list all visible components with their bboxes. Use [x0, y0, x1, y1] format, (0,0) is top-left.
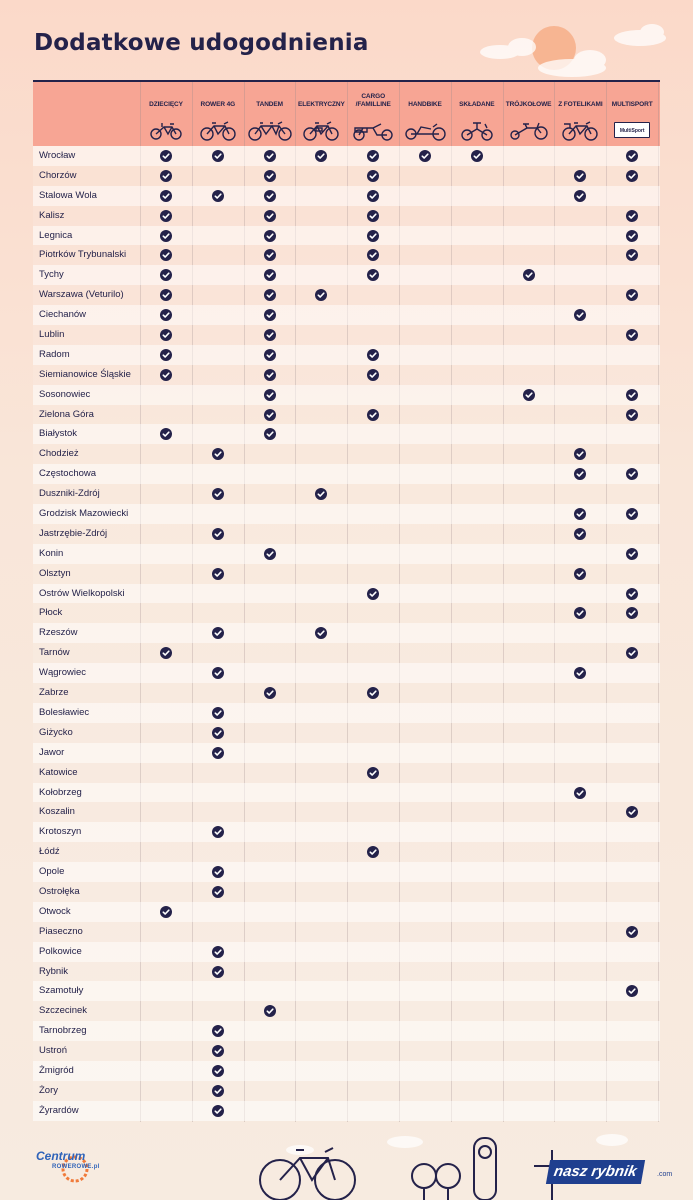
city-name: Rzeszów: [39, 627, 78, 639]
city-name: Katowice: [39, 766, 78, 778]
check-mark-icon: [367, 190, 379, 202]
check-mark-icon: [264, 687, 276, 699]
city-name: Polkowice: [39, 945, 82, 957]
city-name: Siemianowice Śląskie: [39, 368, 131, 380]
city-name: Łódź: [39, 846, 60, 858]
check-mark-icon: [264, 548, 276, 560]
kids-bike-icon: [144, 118, 188, 142]
table-row: [33, 245, 660, 265]
check-mark-icon: [264, 249, 276, 261]
table-row: [33, 783, 660, 803]
city-name: Zabrze: [39, 687, 69, 699]
check-mark-icon: [626, 985, 638, 997]
check-mark-icon: [212, 667, 224, 679]
check-mark-icon: [367, 349, 379, 361]
check-mark-icon: [626, 468, 638, 480]
city-name: Częstochowa: [39, 468, 97, 480]
check-mark-icon: [315, 627, 327, 639]
city-name: Jastrzębie-Zdrój: [39, 527, 108, 539]
check-mark-icon: [626, 289, 638, 301]
check-mark-icon: [367, 687, 379, 699]
city-name: Bolesławiec: [39, 706, 90, 718]
check-mark-icon: [367, 369, 379, 381]
table-row: [33, 942, 660, 962]
column-header-label: CARGO /FAMILLINE: [355, 93, 391, 108]
table-row: [33, 902, 660, 922]
check-mark-icon: [419, 150, 431, 162]
table-row: [33, 146, 660, 166]
check-mark-icon: [264, 230, 276, 242]
table-row: [33, 365, 660, 385]
check-mark-icon: [160, 249, 172, 261]
column-header-label: TANDEM: [256, 101, 283, 108]
check-mark-icon: [626, 409, 638, 421]
city-name: Chodzież: [39, 448, 79, 460]
city-name: Kołobrzeg: [39, 786, 82, 798]
column-header: [347, 82, 399, 146]
table-row: [33, 623, 660, 643]
city-name: Olsztyn: [39, 567, 71, 579]
table-row: [33, 385, 660, 405]
city-name: Tychy: [39, 269, 64, 281]
folding-bike-icon: [455, 118, 499, 142]
city-name: Ustroń: [39, 1045, 67, 1057]
check-mark-icon: [626, 230, 638, 242]
check-mark-icon: [626, 508, 638, 520]
check-mark-icon: [626, 249, 638, 261]
check-mark-icon: [574, 667, 586, 679]
nasz-rybnik-domain: .com: [657, 1171, 673, 1178]
city-name: Piaseczno: [39, 925, 83, 937]
column-header-label: TRÓJKOŁOWE: [505, 101, 552, 108]
check-mark-icon: [212, 488, 224, 500]
check-mark-icon: [212, 866, 224, 878]
check-mark-icon: [264, 210, 276, 222]
check-mark-icon: [574, 508, 586, 520]
table-row: [33, 842, 660, 862]
table-row: [33, 1061, 660, 1081]
check-mark-icon: [212, 966, 224, 978]
check-mark-icon: [212, 747, 224, 759]
check-mark-icon: [264, 1005, 276, 1017]
check-mark-icon: [626, 926, 638, 938]
table-row: [33, 1021, 660, 1041]
table-row: [33, 484, 660, 504]
table-row: [33, 663, 660, 683]
city-name: Szamotuły: [39, 985, 84, 997]
check-mark-icon: [574, 468, 586, 480]
check-mark-icon: [160, 170, 172, 182]
column-header-label: SKŁADANE: [459, 101, 495, 108]
column-header-label: DZIECIĘCY: [149, 101, 183, 108]
city-name: Żyrardów: [39, 1104, 79, 1116]
city-name: Opole: [39, 866, 65, 878]
check-mark-icon: [160, 428, 172, 440]
column-header: [192, 82, 244, 146]
city-name: Giżycko: [39, 726, 73, 738]
table-row: [33, 464, 660, 484]
city-name: Sosonowiec: [39, 388, 91, 400]
check-mark-icon: [367, 409, 379, 421]
table-row: [33, 802, 660, 822]
table-row: [33, 444, 660, 464]
city-name: Ciechanów: [39, 309, 86, 321]
column-header-label: MULTISPORT: [611, 101, 653, 108]
table-row: [33, 683, 660, 703]
page-title: Dodatkowe udogodnienia: [34, 30, 369, 56]
city-name: Ostrołęka: [39, 885, 80, 897]
check-mark-icon: [626, 150, 638, 162]
check-mark-icon: [626, 607, 638, 619]
child-seat-bike-icon: [558, 118, 602, 142]
city-name: Duszniki-Zdrój: [39, 488, 100, 500]
check-mark-icon: [160, 349, 172, 361]
cargo-bike-icon: [351, 118, 395, 142]
check-mark-icon: [367, 846, 379, 858]
check-mark-icon: [523, 269, 535, 281]
check-mark-icon: [264, 349, 276, 361]
check-mark-icon: [367, 269, 379, 281]
check-mark-icon: [264, 289, 276, 301]
check-mark-icon: [626, 389, 638, 401]
check-mark-icon: [574, 528, 586, 540]
check-mark-icon: [367, 150, 379, 162]
table-row: [33, 743, 660, 763]
table-row: [33, 186, 660, 206]
city-name: Warszawa (Veturilo): [39, 289, 124, 301]
check-mark-icon: [574, 170, 586, 182]
city-name: Białystok: [39, 428, 78, 440]
table-row: [33, 882, 660, 902]
tricycle-icon: [507, 118, 551, 142]
table-row: [33, 564, 660, 584]
check-mark-icon: [212, 528, 224, 540]
check-mark-icon: [264, 190, 276, 202]
table-row: [33, 603, 660, 623]
check-mark-icon: [367, 767, 379, 779]
check-mark-icon: [212, 1065, 224, 1077]
city-name: Chorzów: [39, 169, 77, 181]
electric-bike-icon: [299, 118, 343, 142]
check-mark-icon: [160, 647, 172, 659]
check-mark-icon: [626, 329, 638, 341]
check-mark-icon: [212, 1085, 224, 1097]
column-header: [503, 82, 555, 146]
check-mark-icon: [264, 409, 276, 421]
check-mark-icon: [367, 249, 379, 261]
table-row: [33, 962, 660, 982]
check-mark-icon: [523, 389, 535, 401]
column-header: [554, 82, 606, 146]
city-name: Radom: [39, 348, 70, 360]
check-mark-icon: [574, 190, 586, 202]
rowerowe-logo-text: ROWEROWE.pl: [52, 1164, 100, 1170]
check-mark-icon: [160, 309, 172, 321]
table-row: [33, 1041, 660, 1061]
city-name: Lublin: [39, 329, 65, 341]
table-row: [33, 981, 660, 1001]
check-mark-icon: [212, 448, 224, 460]
check-mark-icon: [160, 269, 172, 281]
city-name: Tarnów: [39, 647, 70, 659]
check-mark-icon: [212, 946, 224, 958]
table-row: [33, 703, 660, 723]
column-header: [244, 82, 296, 146]
column-header-label: Z FOTELIKAMI: [558, 101, 603, 108]
check-mark-icon: [160, 906, 172, 918]
check-mark-icon: [264, 170, 276, 182]
check-mark-icon: [212, 727, 224, 739]
check-mark-icon: [626, 647, 638, 659]
check-mark-icon: [574, 568, 586, 580]
check-mark-icon: [212, 1045, 224, 1057]
column-header-label: ROWER 4G: [200, 101, 236, 108]
check-mark-icon: [626, 210, 638, 222]
check-mark-icon: [315, 289, 327, 301]
check-mark-icon: [264, 389, 276, 401]
city-name: Stalowa Wola: [39, 189, 97, 201]
check-mark-icon: [160, 289, 172, 301]
table-row: [33, 1081, 660, 1101]
check-mark-icon: [160, 210, 172, 222]
city-name: Koszalin: [39, 806, 75, 818]
table-row: [33, 424, 660, 444]
table-row: [33, 862, 660, 882]
table-row: [33, 544, 660, 564]
city-name: Grodzisk Mazowiecki: [39, 508, 129, 520]
check-mark-icon: [367, 588, 379, 600]
table-row: [33, 265, 660, 285]
column-header: [140, 82, 192, 146]
column-header-label: ELEKTRYCZNY: [298, 101, 345, 108]
check-mark-icon: [264, 329, 276, 341]
check-mark-icon: [574, 309, 586, 321]
check-mark-icon: [212, 190, 224, 202]
check-mark-icon: [574, 448, 586, 460]
table-row: [33, 524, 660, 544]
check-mark-icon: [264, 369, 276, 381]
check-mark-icon: [574, 787, 586, 799]
check-mark-icon: [264, 428, 276, 440]
check-mark-icon: [212, 568, 224, 580]
check-mark-icon: [212, 627, 224, 639]
table-row: [33, 405, 660, 425]
check-mark-icon: [315, 150, 327, 162]
column-header: [451, 82, 503, 146]
city-name: Konin: [39, 547, 64, 559]
check-mark-icon: [626, 806, 638, 818]
city-name: Ostrów Wielkopolski: [39, 587, 125, 599]
check-mark-icon: [160, 150, 172, 162]
table-row: [33, 763, 660, 783]
table-row: [33, 305, 660, 325]
city-name: Krotoszyn: [39, 826, 82, 838]
check-mark-icon: [160, 369, 172, 381]
check-mark-icon: [212, 1105, 224, 1117]
table-row: [33, 345, 660, 365]
table-row: [33, 285, 660, 305]
column-header: [606, 82, 658, 146]
check-mark-icon: [212, 1025, 224, 1037]
table-row: [33, 1101, 660, 1121]
check-mark-icon: [264, 309, 276, 321]
amenities-table: [33, 146, 660, 1121]
handbike-icon: [403, 118, 447, 142]
table-row: [33, 206, 660, 226]
check-mark-icon: [367, 170, 379, 182]
table-row: [33, 504, 660, 524]
city-name: Piotrków Trybunalski: [39, 249, 127, 261]
city-name: Płock: [39, 607, 63, 619]
city-name: Wągrowiec: [39, 667, 86, 679]
city-name: Kalisz: [39, 209, 65, 221]
city-name: Otwock: [39, 905, 71, 917]
table-row: [33, 723, 660, 743]
table-row: [33, 1001, 660, 1021]
check-mark-icon: [574, 607, 586, 619]
city-name: Jawor: [39, 746, 65, 758]
city-name: Tarnobrzeg: [39, 1025, 87, 1037]
check-mark-icon: [264, 150, 276, 162]
check-mark-icon: [212, 707, 224, 719]
city-name: Zielona Góra: [39, 408, 94, 420]
check-mark-icon: [626, 170, 638, 182]
city-name: Szczecinek: [39, 1005, 88, 1017]
check-mark-icon: [626, 588, 638, 600]
check-mark-icon: [471, 150, 483, 162]
check-mark-icon: [212, 826, 224, 838]
check-mark-icon: [212, 150, 224, 162]
column-header: [399, 82, 451, 146]
check-mark-icon: [264, 269, 276, 281]
check-mark-icon: [626, 548, 638, 560]
city-name: Żmigród: [39, 1064, 74, 1076]
table-row: [33, 643, 660, 663]
tandem-bike-icon: [248, 118, 292, 142]
nasz-rybnik-logo: nasz rybnik: [546, 1160, 645, 1184]
check-mark-icon: [160, 190, 172, 202]
check-mark-icon: [212, 886, 224, 898]
check-mark-icon: [315, 488, 327, 500]
table-row: [33, 584, 660, 604]
city-name: Żory: [39, 1084, 58, 1096]
check-mark-icon: [160, 230, 172, 242]
check-mark-icon: [367, 230, 379, 242]
table-row: [33, 922, 660, 942]
column-header-label: HANDBIKE: [408, 101, 442, 108]
table-row: [33, 226, 660, 246]
table-row: [33, 822, 660, 842]
check-mark-icon: [367, 210, 379, 222]
table-row: [33, 166, 660, 186]
centrum-logo-text: Centrum: [36, 1149, 86, 1163]
city-name: Legnica: [39, 229, 73, 241]
table-row: [33, 325, 660, 345]
bike-icon: [196, 118, 240, 142]
city-name: Rybnik: [39, 965, 69, 977]
city-name: Wrocław: [39, 150, 76, 161]
multisport-logo: MultiSport: [614, 122, 650, 138]
column-header: [295, 82, 347, 146]
check-mark-icon: [160, 329, 172, 341]
